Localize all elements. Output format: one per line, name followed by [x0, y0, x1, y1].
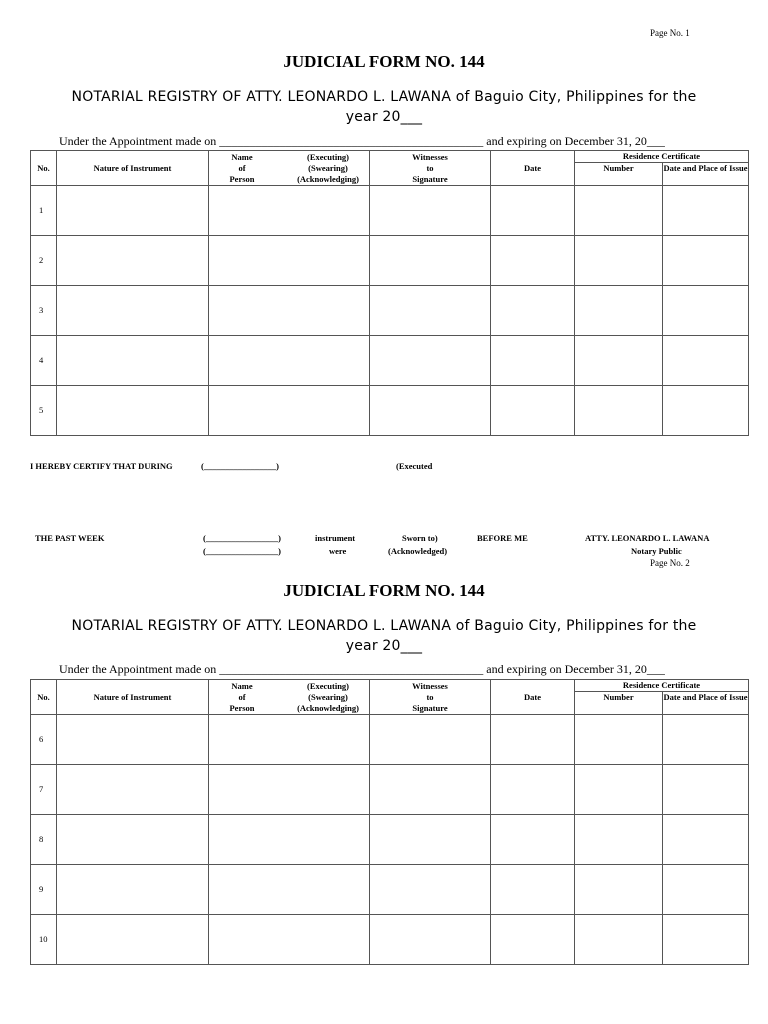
- row-number: 5: [31, 386, 57, 436]
- registry-table: [30, 150, 749, 436]
- cell-witnesses[interactable]: [370, 715, 491, 765]
- page-number: Page No. 1: [650, 28, 690, 38]
- table-row: [31, 715, 749, 765]
- header-nature-of-instrument: Nature of Instrument: [57, 680, 209, 715]
- appointment-line: Under the Appointment made on ____________________________________________ and expiring on December 31, 20___: [59, 662, 665, 676]
- header-residence-certificate: Residence Certificate: [575, 680, 749, 692]
- header-date-place-issue: Date and Place of Issue: [663, 692, 749, 715]
- registry-heading: [30, 616, 738, 656]
- cell-cert-number[interactable]: [575, 186, 663, 236]
- row-number: 7: [31, 765, 57, 815]
- cell-name[interactable]: [209, 286, 370, 336]
- header-date: Date: [491, 151, 575, 186]
- table-row: [31, 865, 749, 915]
- row-number: 3: [31, 286, 57, 336]
- row-number: 10: [31, 915, 57, 965]
- cell-date[interactable]: [491, 186, 575, 236]
- header-cert-number: Number: [575, 692, 663, 715]
- before-me-label: BEFORE ME: [477, 533, 528, 543]
- cell-date[interactable]: [491, 236, 575, 286]
- sworn-label: Sworn to): [402, 533, 438, 543]
- cell-cert-number[interactable]: [575, 915, 663, 965]
- cell-date[interactable]: [491, 386, 575, 436]
- registry-table: [30, 679, 749, 965]
- cell-nature[interactable]: [57, 915, 209, 965]
- cell-date-place[interactable]: [663, 186, 749, 236]
- cell-date-place[interactable]: [663, 336, 749, 386]
- cell-witnesses[interactable]: [370, 915, 491, 965]
- cell-date[interactable]: [491, 815, 575, 865]
- notary-public-label: Notary Public: [631, 546, 682, 556]
- cell-date-place[interactable]: [663, 815, 749, 865]
- table-row: [31, 286, 749, 336]
- header-cert-number: Number: [575, 163, 663, 186]
- cell-name[interactable]: [209, 715, 370, 765]
- cell-date-place[interactable]: [663, 236, 749, 286]
- cell-date[interactable]: [491, 865, 575, 915]
- certify-blank-1[interactable]: (_________________): [201, 461, 279, 471]
- appointment-line: Under the Appointment made on ____________________________________________ and expiring on December 31, 20___: [59, 134, 665, 148]
- cell-name[interactable]: [209, 386, 370, 436]
- cell-nature[interactable]: [57, 186, 209, 236]
- cell-witnesses[interactable]: [370, 186, 491, 236]
- cell-date[interactable]: [491, 336, 575, 386]
- row-number: 8: [31, 815, 57, 865]
- cell-name[interactable]: [209, 915, 370, 965]
- cell-date-place[interactable]: [663, 386, 749, 436]
- cell-date-place[interactable]: [663, 286, 749, 336]
- cell-date[interactable]: [491, 286, 575, 336]
- cell-date-place[interactable]: [663, 765, 749, 815]
- header-witnesses: Witnesses to Signature: [370, 680, 491, 715]
- count-blank-3[interactable]: (_________________): [203, 546, 281, 556]
- cell-name[interactable]: [209, 765, 370, 815]
- cell-date-place[interactable]: [663, 915, 749, 965]
- header-name-of-person: Name of Person (Executing) (Swearing) (Acknowledging): [209, 680, 370, 715]
- form-title: JUDICIAL FORM NO. 144: [283, 581, 485, 600]
- table-row: [31, 336, 749, 386]
- header-date: Date: [491, 680, 575, 715]
- header-no: No.: [31, 151, 57, 186]
- registry-line-2: year 20___: [345, 638, 423, 654]
- header-witnesses: Witnesses to Signature: [370, 151, 491, 186]
- registry-line-1: NOTARIAL REGISTRY OF ATTY. LEONARDO L. LAWANA of Baguio City, Philippines for the: [71, 89, 697, 105]
- count-blank-2[interactable]: (_________________): [203, 533, 281, 543]
- registry-heading: [30, 87, 738, 127]
- table-row: [31, 915, 749, 965]
- cell-nature[interactable]: [57, 336, 209, 386]
- form-title: JUDICIAL FORM NO. 144: [283, 52, 485, 71]
- registry-line-1: NOTARIAL REGISTRY OF ATTY. LEONARDO L. LAWANA of Baguio City, Philippines for the: [71, 618, 697, 634]
- cell-date-place[interactable]: [663, 715, 749, 765]
- acknowledged-label: (Acknowledged): [388, 546, 448, 556]
- row-number: 9: [31, 865, 57, 915]
- attorney-name: ATTY. LEONARDO L. LAWANA: [585, 533, 710, 543]
- row-number: 2: [31, 236, 57, 286]
- row-number: 4: [31, 336, 57, 386]
- cell-cert-number[interactable]: [575, 286, 663, 336]
- cell-name[interactable]: [209, 865, 370, 915]
- cell-date[interactable]: [491, 715, 575, 765]
- header-no: No.: [31, 680, 57, 715]
- cell-nature[interactable]: [57, 815, 209, 865]
- cell-date-place[interactable]: [663, 865, 749, 915]
- cell-witnesses[interactable]: [370, 336, 491, 386]
- cell-cert-number[interactable]: [575, 865, 663, 915]
- cell-cert-number[interactable]: [575, 336, 663, 386]
- page-number: Page No. 2: [650, 558, 690, 568]
- cell-nature[interactable]: [57, 765, 209, 815]
- table-row: [31, 765, 749, 815]
- cell-date[interactable]: [491, 915, 575, 965]
- table-row: [31, 815, 749, 865]
- table-row: [31, 186, 749, 236]
- table-row: [31, 386, 749, 436]
- executed-label: (Executed: [396, 461, 433, 471]
- header-nature-of-instrument: Nature of Instrument: [57, 151, 209, 186]
- cell-nature[interactable]: [57, 236, 209, 286]
- cell-cert-number[interactable]: [575, 715, 663, 765]
- cell-nature[interactable]: [57, 715, 209, 765]
- cell-witnesses[interactable]: [370, 236, 491, 286]
- header-date-place-issue: Date and Place of Issue: [663, 163, 749, 186]
- registry-line-2: year 20___: [345, 109, 423, 125]
- cell-name[interactable]: [209, 186, 370, 236]
- row-number: 1: [31, 186, 57, 236]
- cell-witnesses[interactable]: [370, 286, 491, 336]
- cell-name[interactable]: [209, 815, 370, 865]
- certify-text: I HEREBY CERTIFY THAT DURING: [30, 461, 173, 471]
- row-number: 6: [31, 715, 57, 765]
- cell-cert-number[interactable]: [575, 815, 663, 865]
- cell-witnesses[interactable]: [370, 865, 491, 915]
- cell-cert-number[interactable]: [575, 386, 663, 436]
- cell-nature[interactable]: [57, 386, 209, 436]
- cell-cert-number[interactable]: [575, 236, 663, 286]
- cell-date[interactable]: [491, 765, 575, 815]
- cell-nature[interactable]: [57, 286, 209, 336]
- cell-name[interactable]: [209, 236, 370, 286]
- cell-nature[interactable]: [57, 865, 209, 915]
- cell-witnesses[interactable]: [370, 765, 491, 815]
- instrument-label: instrument: [315, 533, 356, 543]
- header-name-of-person: Name of Person (Executing) (Swearing) (Acknowledging): [209, 151, 370, 186]
- cell-cert-number[interactable]: [575, 765, 663, 815]
- past-week-label: THE PAST WEEK: [35, 533, 105, 543]
- were-label: were: [329, 546, 347, 556]
- header-residence-certificate: Residence Certificate: [575, 151, 749, 163]
- cell-name[interactable]: [209, 336, 370, 386]
- table-row: [31, 236, 749, 286]
- cell-witnesses[interactable]: [370, 815, 491, 865]
- cell-witnesses[interactable]: [370, 386, 491, 436]
